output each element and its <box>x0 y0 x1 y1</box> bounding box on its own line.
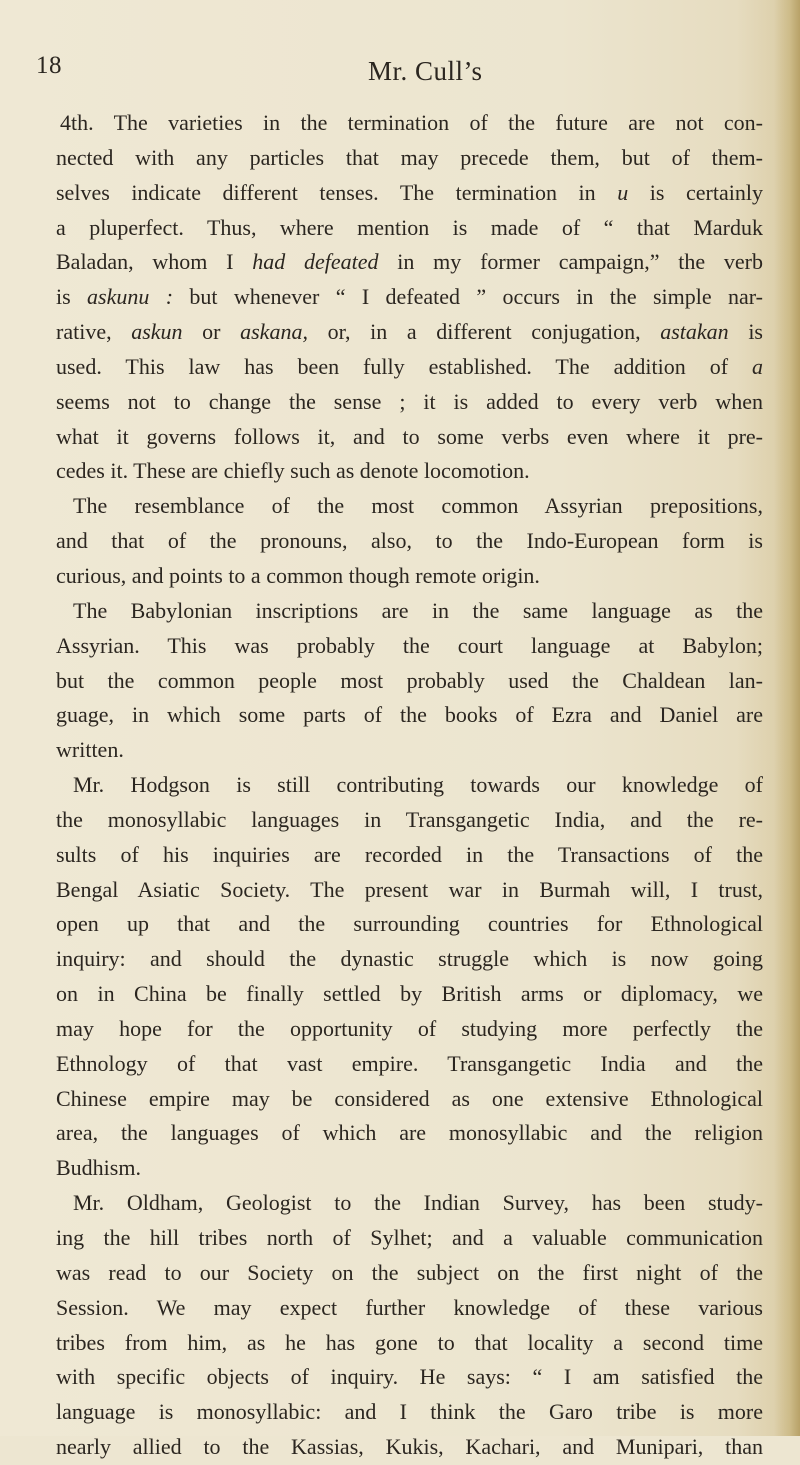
text-run: nearly allied to the Kassias, Kukis, Kachari, and Munipari, than <box>56 1434 763 1460</box>
running-head: Mr. Cull’s <box>368 56 483 86</box>
text-run: selves indicate different tenses. The termination in <box>56 179 618 205</box>
italic-term: askunu : <box>87 284 174 310</box>
text-line <box>56 454 763 489</box>
text-line <box>56 1221 763 1256</box>
text-line <box>56 559 763 594</box>
text-line <box>56 977 763 1012</box>
text-line <box>56 245 763 280</box>
italic-term: u <box>617 179 629 205</box>
text-line <box>56 733 763 768</box>
text-run: inquiry: and should the dynastic struggle which is now going <box>56 946 763 972</box>
text-line <box>56 350 763 385</box>
text-run: cedes it. These are chiefly such as denote locomotion. <box>56 458 530 484</box>
italic-term: askana, <box>240 319 308 345</box>
page-header <box>36 52 736 92</box>
text-run: curious, and points to a common though remote origin. <box>56 562 540 588</box>
text-line <box>56 176 763 211</box>
text-line <box>56 803 763 838</box>
text-line <box>56 594 763 629</box>
text-line <box>56 141 763 176</box>
text-run: guage, in which some parts of the books of Ezra and Daniel are <box>56 702 763 728</box>
text-line <box>56 524 763 559</box>
text-line <box>56 1047 763 1082</box>
text-run: and that of the pronouns, also, to the Indo-European form is <box>56 528 763 554</box>
text-line <box>56 873 763 908</box>
text-run: area, the languages of which are monosyllabic and the religion <box>56 1120 763 1146</box>
text-run: language is monosyllabic: and I think the Garo tribe is more <box>56 1399 763 1425</box>
text-run: Baladan, whom I <box>56 249 253 275</box>
text-line <box>56 106 763 141</box>
page-edge-shadow <box>774 0 800 1436</box>
text-line <box>56 489 763 524</box>
text-run: with specific objects of inquiry. He says: “ I am satisfied the <box>56 1364 763 1390</box>
text-run: 4th. The varieties in the termination of the future are not con- <box>60 110 763 135</box>
text-line <box>56 907 763 942</box>
text-run: ing the hill tribes north of Sylhet; and a valuable communication <box>56 1225 763 1250</box>
text-run: is <box>728 319 763 345</box>
text-run: may hope for the opportunity of studying more perfectly the <box>56 1015 763 1041</box>
text-line <box>56 1360 763 1395</box>
text-line <box>56 420 763 455</box>
text-line <box>56 942 763 977</box>
text-run: Mr. Hodgson is still contributing towards our knowledge of <box>73 772 763 798</box>
text-line <box>56 664 763 699</box>
text-run: sults of his inquiries are recorded in the Transactions of the <box>56 841 763 867</box>
text-run: Bengal Asiatic Society. The present war in Burmah will, I trust, <box>56 876 763 902</box>
text-line <box>56 315 763 350</box>
text-run: but whenever “ I defeated ” occurs in the simple nar- <box>173 284 763 310</box>
body-text <box>56 106 763 1465</box>
italic-term: astakan <box>660 319 729 345</box>
text-run: The resemblance of the most common Assyrian prepositions, <box>73 493 763 519</box>
text-run: the monosyllabic languages in Transgangetic India, and the re- <box>56 806 763 832</box>
text-run: tribes from him, as he has gone to that locality a second time <box>56 1329 763 1355</box>
text-run: Ethnology of that vast empire. Transgangetic India and the <box>56 1050 763 1076</box>
text-run: nected with any particles that may precede them, but of them- <box>56 144 763 170</box>
italic-term: askun <box>131 319 183 345</box>
text-line <box>56 280 763 315</box>
text-run: what it governs follows it, and to some verbs even where it pre- <box>56 423 763 449</box>
text-run: Mr. Oldham, Geologist to the Indian Survey, has been study- <box>73 1190 763 1216</box>
page-number: 18 <box>36 52 62 79</box>
text-line <box>56 1395 763 1430</box>
text-run: used. This law has been fully established. The addition of <box>56 353 752 379</box>
text-line <box>56 1326 763 1361</box>
text-run: is <box>56 284 88 310</box>
text-run: on in China be finally settled by British arms or diplomacy, we <box>56 981 763 1007</box>
text-line <box>56 838 763 873</box>
text-run: written. <box>56 737 124 763</box>
text-run: or, in a different conjugation, <box>307 319 661 345</box>
text-run: Budhism. <box>56 1155 141 1181</box>
italic-term: a <box>752 353 763 379</box>
text-line <box>56 1116 763 1151</box>
text-line <box>56 385 763 420</box>
text-run: is certainly <box>628 179 763 205</box>
text-line <box>56 698 763 733</box>
text-run: rative, <box>56 319 132 345</box>
text-run: a pluperfect. Thus, where mention is made of “ that Marduk <box>56 214 763 240</box>
text-line <box>56 1186 763 1221</box>
text-run: Session. We may expect further knowledge of these various <box>56 1294 763 1320</box>
text-run: but the common people most probably used the Chaldean lan- <box>56 667 763 693</box>
text-line <box>56 1012 763 1047</box>
text-line <box>56 211 763 246</box>
text-run: The Babylonian inscriptions are in the same language as the <box>73 597 763 623</box>
text-line <box>56 1256 763 1291</box>
text-line <box>56 768 763 803</box>
text-line <box>56 1430 763 1465</box>
text-run: Chinese empire may be considered as one extensive Ethnological <box>56 1085 763 1111</box>
text-run: was read to our Society on the subject on the first night of the <box>56 1259 763 1285</box>
text-line <box>56 1082 763 1117</box>
text-run: open up that and the surrounding countries for Ethnological <box>56 911 763 937</box>
text-run: in my former campaign,” the verb <box>378 249 763 275</box>
text-run: seems not to change the sense ; it is added to every verb when <box>56 388 763 414</box>
text-line <box>56 1291 763 1326</box>
italic-term: had defeated <box>252 249 379 275</box>
text-line <box>56 1151 763 1186</box>
text-run: Assyrian. This was probably the court language at Babylon; <box>56 632 763 658</box>
text-run: or <box>182 319 241 345</box>
text-line <box>56 629 763 664</box>
